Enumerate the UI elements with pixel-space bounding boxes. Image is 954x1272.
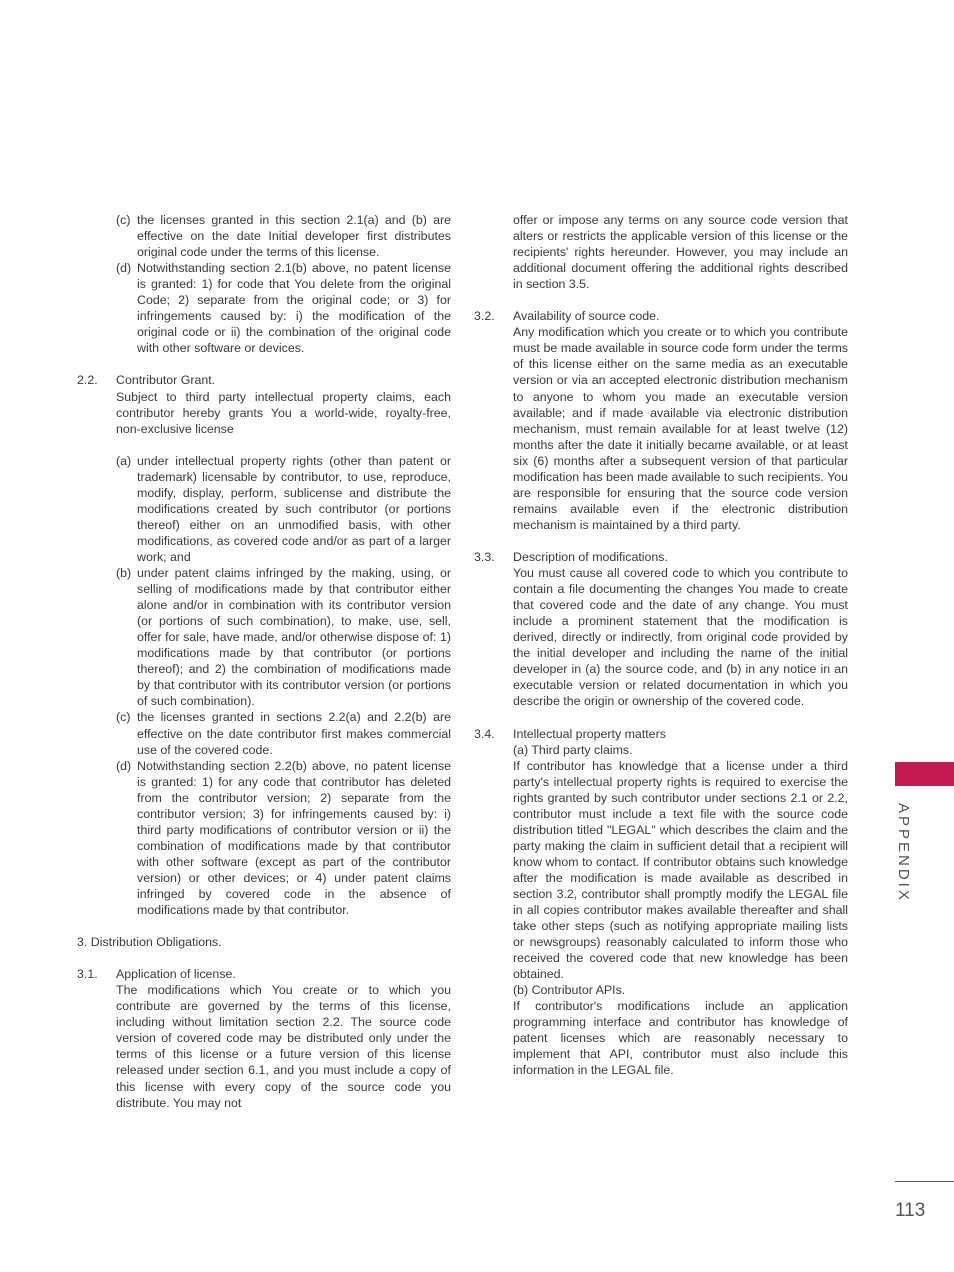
list-item bbox=[77, 758, 451, 918]
paragraph-spacer bbox=[77, 950, 451, 966]
list-item-text: the licenses granted in sections 2.2(a) and 2.2(b) are effective on the date contributor first makes commercial use of the covered code. bbox=[137, 710, 451, 757]
body-paragraph: offer or impose any terms on any source code version that alters or restricts the applicable version of this license or the recipients' rights hereunder. However, you may include an additional document offering the additional rights described in section 3.5. bbox=[513, 213, 848, 292]
right-column bbox=[474, 212, 848, 1079]
section-number: 3.4. bbox=[474, 726, 495, 741]
body-paragraph: You must cause all covered code to which you contribute to contain a file documenting the changes You made to create that covered code and the date of any change. You must include a prominent statement that the modification is derived, directly or indirectly, from original code provided by the initial developer and including the name of the initial developer in (a) the source code, and (b) in any notice in an executable version or related documentation in which you describe the origin or ownership of the covered code. bbox=[513, 566, 848, 709]
subsection-heading bbox=[77, 372, 451, 388]
appendix-side-label: APPENDIX bbox=[895, 803, 912, 903]
section-number: 2.2. bbox=[77, 373, 98, 388]
body-paragraph: If contributor's modifications include an application programming interface and contributor has knowledge of patent licenses which are reasonably necessary to implement that API, contributor must also include this information in the LEGAL file. bbox=[513, 999, 848, 1078]
list-item bbox=[77, 212, 451, 260]
subsection-heading bbox=[77, 966, 451, 982]
section-number: 3.3. bbox=[474, 549, 495, 564]
paragraph-spacer bbox=[474, 533, 848, 549]
body-paragraph: Any modification which you create or to which you contribute must be made available in source code form under the terms of this license either on the same media as an executable version or via an accepted electronic distribution mechanism to anyone to whom you made an executable version available; and if made available via electronic distribution mechanism, must remain available for at least twelve (12) months after the date it initially became available, or at least six (6) months after a subsequent version of that particular modification has been made available to such recipients. You are responsible for ensuring that the source code version remains available even if the electronic distribution mechanism is maintained by a third party. bbox=[513, 325, 848, 532]
section-number: 3.2. bbox=[474, 309, 495, 324]
subsection-title: Availability of source code. bbox=[513, 309, 660, 324]
left-column bbox=[77, 212, 451, 1111]
page-number-rule bbox=[895, 1181, 954, 1182]
subsection-heading bbox=[474, 549, 848, 565]
subsection-heading bbox=[474, 308, 848, 324]
section-tab-marker bbox=[895, 762, 954, 786]
list-item bbox=[77, 453, 451, 565]
list-item-marker: (b) bbox=[116, 566, 132, 581]
subsection-title: Intellectual property matters bbox=[513, 726, 666, 741]
list-item-marker: (d) bbox=[116, 758, 132, 773]
list-item-text: under patent claims infringed by the making, using, or selling of modifications made by that contributor either alone and/or in combination with its contributor version (or portions of such combination), to make, use, sell, offer for sale, have made, and/or otherwise dispose of: 1) modifications made by that contributor (or portions thereof); and 2) the combination of modifications made by that contributor with its contributor version (or portions of such combination). bbox=[137, 566, 451, 709]
list-item-marker: (c) bbox=[116, 710, 131, 725]
list-item-marker: (c) bbox=[116, 213, 131, 227]
subsection-title: Contributor Grant. bbox=[116, 373, 216, 388]
subsection-title: Description of modifications. bbox=[513, 549, 668, 564]
list-item bbox=[77, 565, 451, 709]
body-paragraph: If contributor has knowledge that a license under a third party's intellectual property rights is required to exercise the rights granted by such contributor under sections 2.1 or 2.2, contributor must include a text file with the source code distribution titled "LEGAL" which describes the claim and the party making the claim in sufficient detail that a recipient will know whom to contact. If contributor obtains such knowledge after the modification is made available as described in section 3.2, contributor shall promptly modify the LEGAL file in all copies contributor makes available thereafter and shall take other steps (such as notifying appropriate mailing lists or newsgroups) reasonably calculated to inform those who received the covered code that new knowledge has been obtained. bbox=[513, 758, 848, 982]
paragraph-spacer bbox=[474, 709, 848, 725]
body-paragraph: (a) Third party claims. bbox=[513, 742, 633, 757]
section-heading: 3. Distribution Obligations. bbox=[77, 935, 222, 950]
body-paragraph: The modifications which You create or to which you contribute are governed by the terms of this license, including without limitation section 2.2. The source code version of covered code may be distributed only under the terms of this license or a future version of this license released under section 6.1, and you must include a copy of this license with every copy of the source code you distribute. You may not bbox=[116, 983, 451, 1110]
list-item bbox=[77, 260, 451, 356]
paragraph-spacer bbox=[77, 918, 451, 934]
page-number: 113 bbox=[895, 1200, 926, 1221]
list-item-text: under intellectual property rights (other than patent or trademark) licensable by contributor, to use, reproduce, modify, display, perform, sublicense and distribute the modifications created by such contributor (or portions thereof) either on an unmodified basis, with other modifications, as covered code and/or as part of a larger work; and bbox=[137, 453, 451, 564]
body-paragraph: Subject to third party intellectual property claims, each contributor hereby grants You a world-wide, royalty-free, non-exclusive license bbox=[116, 389, 451, 436]
paragraph-spacer bbox=[77, 356, 451, 372]
list-item-marker: (d) bbox=[116, 261, 132, 276]
section-number: 3.1. bbox=[77, 967, 98, 982]
subsection-title: Application of license. bbox=[116, 967, 236, 982]
paragraph-spacer bbox=[77, 437, 451, 453]
list-item-text: Notwithstanding section 2.2(b) above, no patent license is granted: 1) for any code that contributor has deleted from the contributor version; 2) separate from the contributor version; 3) for infringements caused by: i) third party modifications of contributor version or ii) the combination of modifications made by that contributor with other software (except as part of the contributor version) or other devices; or 4) under patent claims infringed by covered code in the absence of modifications made by that contributor. bbox=[137, 758, 451, 918]
list-item-text: Notwithstanding section 2.1(b) above, no patent license is granted: 1) for code that You delete from the original Code; 2) separate from the original code; or 3) for infringements caused by: i) the modification of the original code or ii) the combination of the original code with other software or devices. bbox=[137, 261, 451, 356]
list-item-marker: (a) bbox=[116, 453, 132, 468]
body-paragraph: (b) Contributor APIs. bbox=[513, 983, 626, 998]
subsection-heading bbox=[474, 726, 848, 742]
list-item-text: the licenses granted in this section 2.1(a) and (b) are effective on the date Initial developer first distributes original code under the terms of this license. bbox=[137, 213, 451, 260]
paragraph-spacer bbox=[474, 292, 848, 308]
list-item bbox=[77, 709, 451, 757]
